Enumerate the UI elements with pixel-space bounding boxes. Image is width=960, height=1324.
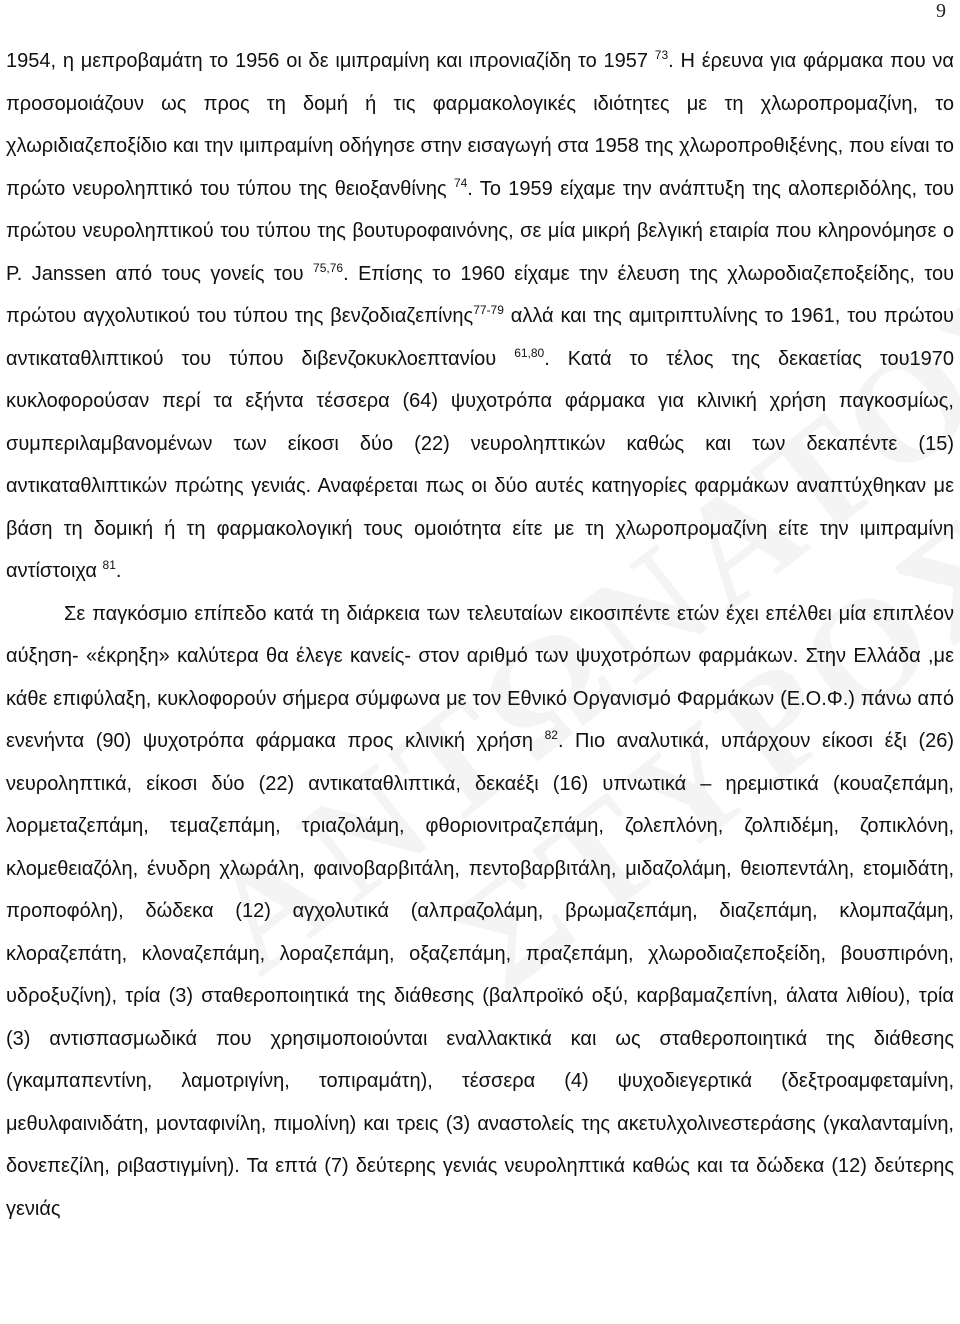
citation-superscript: 73	[654, 48, 669, 62]
citation-superscript: 75,76	[313, 260, 344, 275]
text-run: . Επίσης το 1960 είχαμε την έλευση της χλωροδιαζεποξείδης, του πρώτου αγχολυτικού του τύπου της βενζοδιαζεπίνης	[6, 262, 955, 327]
paragraph	[6, 40, 954, 593]
citation-superscript: 82	[544, 728, 558, 742]
citation-superscript: 61,80	[514, 345, 545, 360]
document-body	[6, 40, 954, 1230]
text-run: . Η έρευνα για φάρμακα που να προσομοιάζουν ως προς τη δομή ή τις φαρμακολογικές ιδιότητες με τη χλωροπρομαζίνη, το χλωριδιαζεποξίδιο και την ιμιπραμίνη οδήγησε στην εισαγωγή στα 1958 της χλωροπροθιξένης, που είναι το πρώτο νευροληπτικό του τύπου της θειοξανθίνης	[6, 50, 954, 200]
text-run: Σε παγκόσμιο επίπεδο κατά τη διάρκεια των τελευταίων εικοσιπέντε ετών έχει επέλθει μία επιπλέον αύξηση- «έκρηξη» καλύτερα θα έλεγε κανείς- στον αριθμό των ψυχοτρόπων φαρμάκων. Στην Ελλάδα ,με κάθε επιφύλαξη, κυκλοφορούν σήμερα σύμφωνα με τον Εθνικό Οργανισμό Φαρμάκων (Ε.Ο.Φ.) πάνω από ενενήντα (90) ψυχοτρόπα φάρμακα προς κλινική χρήση	[6, 602, 954, 752]
text-run: . Κατά το τέλος της δεκαετίας του1970 κυκλοφορούσαν περί τα εξήντα τέσσερα (64) ψυχοτρόπα φάρμακα για κλινική χρήση παγκοσμίως, συμπεριλαμβανομένων των είκοσι δύο (22) νευροληπτικών καθώς και των δεκαπέντε (15) αντικαταθλιπτικών πρώτης γενιάς. Αναφέρεται πως οι δύο αυτές κατηγορίες φαρμάκων αναπτύχθηκαν με βάση τη δομική ή τη φαρμακολογική τους ομοιότητα είτε με τη χλωροπρομαζίνη είτε την ιμιπραμίνη αντίστοιχα	[6, 347, 954, 582]
citation-superscript: 81	[102, 558, 116, 572]
citation-superscript: 77-79	[473, 303, 504, 317]
text-run: .	[115, 560, 122, 582]
citation-superscript: 74	[453, 175, 468, 190]
text-run: 1954, η μεπροβαμάτη το 1956 οι δε ιμιπραμίνη και ιπρονιαζίδη το 1957	[6, 50, 655, 72]
text-run: . Το 1959 είχαμε την ανάπτυξη της αλοπεριδόλης, του πρώτου νευροληπτικού του τύπου της βουτυροφαινόνης, σε μία μικρή βελγική εταιρία που κληρονόμησε ο P. Janssen από τους γονείς του	[6, 177, 955, 285]
page-number: 9	[936, 0, 946, 22]
text-run: αλλά και της αμιτριπτυλίνης το 1961, του πρώτου αντικαταθλιπτικού του τύπου διβενζοκυκλοεπτανίου	[6, 305, 954, 370]
paragraph	[6, 593, 954, 1231]
text-run: . Πιο αναλυτικά, υπάρχουν είκοσι έξι (26) νευροληπτικά, είκοσι δύο (22) αντικαταθλιπτικά, δεκαέξι (16) υπνωτικά – ηρεμιστικά (κουαζεπάμη, λορμεταζεπάμη, τεμαζεπάμη, τριαζολάμη, φθοριονιτραζεπάμη, ζολεπλόνη, ζολπιδέμη, ζοπικλόνη, κλομεθειαζόλη, ένυδρη χλωράλη, φαινοβαρβιτάλη, πεντοβαρβιτάλη, μιδαζολάμη, θειοπεντάλη, ετομιδάτη, προποφόλη), δώδεκα (12) αγχολυτικά (αλπραζολάμη, βρωμαζεπάμη, διαζεπάμη, κλομπαζάμη, κλοραζεπάτη, κλοναζεπάμη, λοραζεπάμη, οξαζεπάμη, πραζεπάμη, χλωροδιαζεποξείδη, βουσπιρόνη, υδροξυζίνη), τρία (3) σταθεροποιητικά της διάθεσης (βαλπροϊκό οξύ, καρβαμαζεπίνη, άλατα λιθίου), τρία (3) αντισπασμωδικά που χρησιμοποιούνται εναλλακτικά και ως σταθεροποιητικά της διάθεσης (γκαμπαπεντίνη, λαμοτριγίνη, τοπιραμάτη), τέσσερα (4) ψυχοδιεγερτικά (δεξτροαμφεταμίνη, μεθυλφαινιδάτη, μονταφινίλη, πιμολίνη) και τρεις (3) αναστολείς της ακετυλχολινεστεράσης (γκαλανταμίνη, δονεπεζίλη, ριβαστιγμίνη). Τα επτά (7) δεύτερης γενιάς νευροληπτικά καθώς και τα δώδεκα (12) δεύτερης γενιάς	[6, 730, 955, 1220]
